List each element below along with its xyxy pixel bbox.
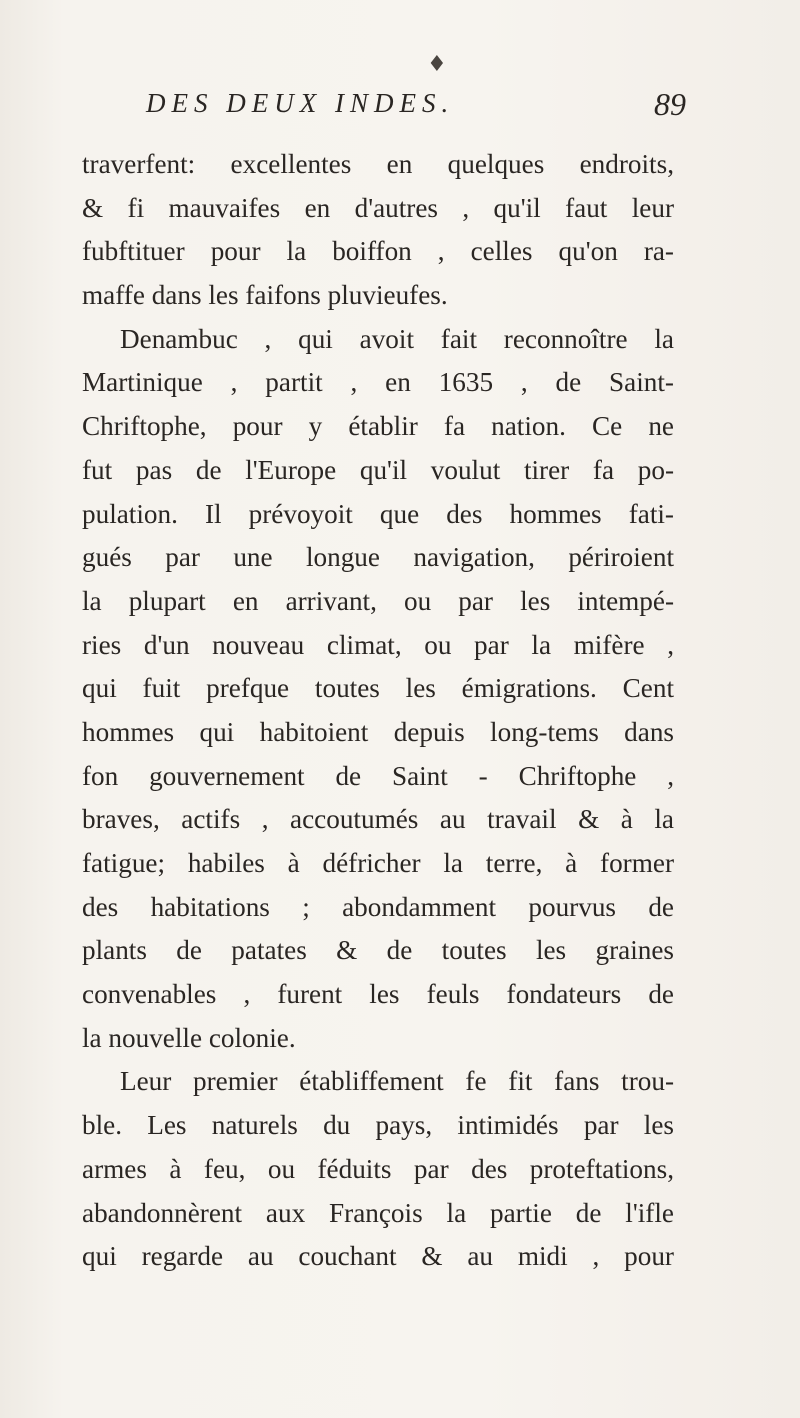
text-line: la nouvelle colonie. bbox=[82, 1022, 296, 1053]
text-line: braves, actifs , accoutumés au travail & à la bbox=[82, 804, 674, 835]
text-line: des habitations ; abondamment pourvus de bbox=[82, 891, 674, 922]
text-line: fubftituer pour la boiffon , celles qu'on ra- bbox=[82, 236, 674, 267]
printer-ornament: ♦ bbox=[427, 52, 447, 77]
text-line: Denambuc , qui avoit fait reconnoître la bbox=[120, 323, 674, 354]
text-line: convenables , furent les feuls fondateurs de bbox=[82, 979, 674, 1010]
text-line: la plupart en arrivant, ou par les intempé- bbox=[82, 585, 674, 616]
text-line: qui fuit prefque toutes les émigrations. Cent bbox=[82, 673, 674, 704]
text-line: fatigue; habiles à défricher la terre, à former bbox=[82, 848, 674, 878]
text-line: maffe dans les faifons pluvieufes. bbox=[82, 280, 448, 311]
text-line: armes à feu, ou féduits par des proteftations, bbox=[82, 1153, 674, 1184]
text-line: fut pas de l'Europe qu'il voulut tirer fa po- bbox=[82, 454, 674, 485]
text-line: traverfent: excellentes en quelques endroits, bbox=[82, 149, 674, 179]
running-head bbox=[146, 88, 686, 128]
text-line: qui regarde au couchant & au midi , pour bbox=[82, 1241, 674, 1272]
body-text bbox=[82, 143, 674, 1279]
text-line: hommes qui habitoient depuis long-tems dans bbox=[82, 716, 674, 747]
text-line: Martinique , partit , en 1635 , de Saint- bbox=[82, 367, 674, 398]
text-line: gués par une longue navigation, périroient bbox=[82, 542, 674, 573]
page-number: 89 bbox=[654, 86, 686, 122]
text-line: & fi mauvaifes en d'autres , qu'il faut leur bbox=[82, 192, 674, 223]
text-line: fon gouvernement de Saint - Chriftophe , bbox=[82, 760, 674, 791]
text-line: ries d'un nouveau climat, ou par la mifère , bbox=[82, 629, 674, 660]
text-line: abandonnèrent aux François la partie de l'ifle bbox=[82, 1197, 674, 1228]
text-line: ble. Les naturels du pays, intimidés par les bbox=[82, 1110, 674, 1141]
running-title: DES DEUX INDES. bbox=[146, 88, 455, 118]
text-line: plants de patates & de toutes les graines bbox=[82, 935, 674, 966]
text-line: Chriftophe, pour y établir fa nation. Ce ne bbox=[82, 411, 674, 442]
text-line: pulation. Il prévoyoit que des hommes fati- bbox=[82, 498, 674, 529]
text-line: Leur premier établiffement fe fit fans trou- bbox=[120, 1066, 674, 1097]
